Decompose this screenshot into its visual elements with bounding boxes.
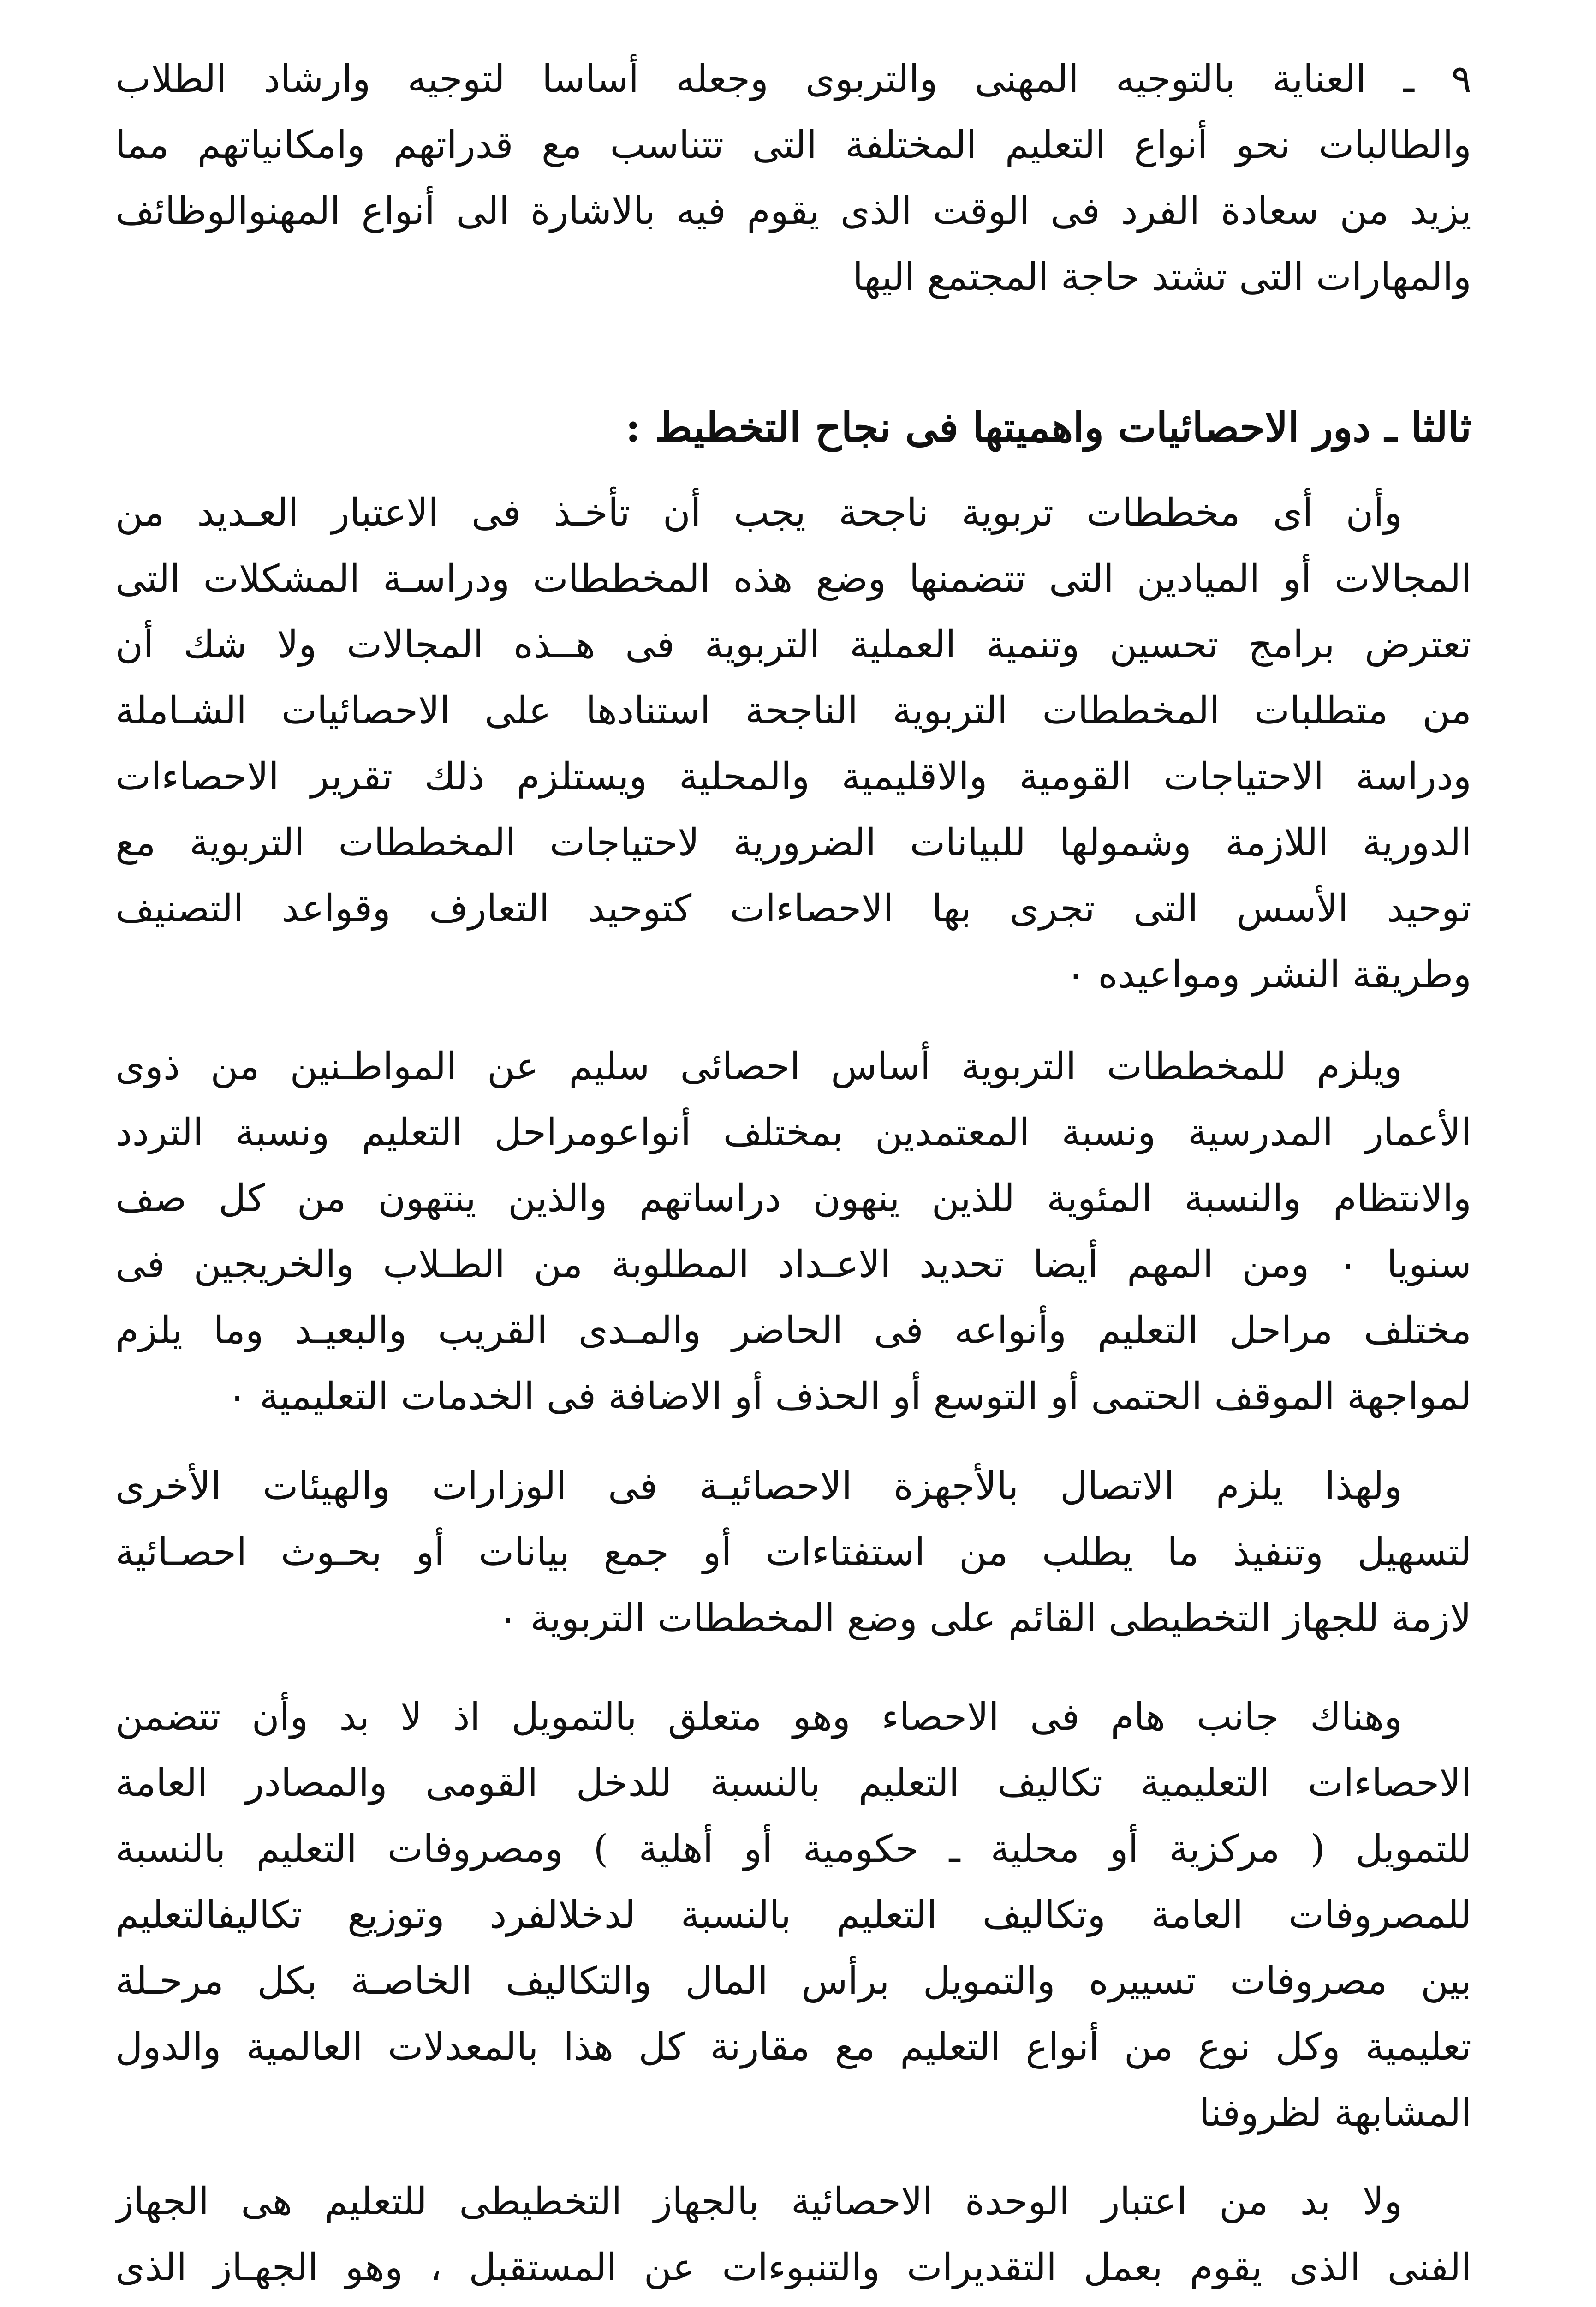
- text-line: الأعمار المدرسية ونسبة المعتمدين بمختلف أنواعومراحل التعليم ونسبة التردد: [115, 1111, 1471, 1154]
- text-line: تعليمية وكل نوع من أنواع التعليم مع مقارنة كل هذا بالمعدلات العالمية والدول: [115, 2025, 1471, 2069]
- text-line: ولهذا يلزم الاتصال بالأجهزة الاحصائيـة فى الوزارات والهيئات الأخرى: [115, 1464, 1402, 1508]
- text-line: المجالات أو الميادين التى تتضمنها وضع هذه المخططات ودراسـة المشكلات التى: [115, 557, 1471, 601]
- text-line: ويلزم للمخططات التربوية أساس احصائى سليم عن المواطـنين من ذوى: [115, 1045, 1402, 1088]
- paragraph-financing: [115, 1684, 1471, 2146]
- text-line: الاحصاءات التعليمية تكاليف التعليم بالنسبة للدخل القومى والمصادر العامة: [115, 1761, 1471, 1805]
- text-line: والانتظام والنسبة المئوية للذين ينهون دراساتهم والذين ينتهون من كل صف: [115, 1177, 1471, 1220]
- text-line: الدورية اللازمة وشمولها للبيانات الضرورية لاحتياجات المخططات التربوية مع: [115, 821, 1471, 865]
- text-line: وأن أى مخططات تربوية ناجحة يجب أن تأخـذ فى الاعتبار العـديد من: [115, 491, 1402, 535]
- paragraph-statistical-basis: [115, 1034, 1471, 1429]
- text-line: للتمويل ( مركزية أو محلية ـ حكومية أو أهلية ) ومصروفات التعليم بالنسبة: [115, 1827, 1471, 1871]
- paragraph-statistics-role: [115, 480, 1471, 1008]
- text-line: لمواجهة الموقف الحتمى أو التوسع أو الحذف أو الاضافة فى الخدمات التعليمية ٠: [227, 1375, 1471, 1418]
- text-line: ولا بد من اعتبار الوحدة الاحصائية بالجهاز التخطيطى للتعليم هى الجهاز: [115, 2180, 1402, 2223]
- text-line: ٩ ـ العناية بالتوجيه المهنى والتربوى وجعله أساسا لتوجيه وارشاد الطلاب: [115, 57, 1471, 101]
- paragraph-statistical-unit: [115, 2169, 1471, 2307]
- text-line: بين مصروفات تسييره والتمويل برأس المال والتكاليف الخاصـة بكل مرحـلة: [115, 1959, 1471, 2003]
- text-line: يزيد من سعادة الفرد فى الوقت الذى يقوم فيه بالاشارة الى أنواع المهنوالوظائف: [115, 189, 1471, 233]
- text-line: لازمة للجهاز التخطيطى القائم على وضع المخططات التربوية ٠: [498, 1596, 1471, 1640]
- text-line: والطالبات نحو أنواع التعليم المختلفة التى تتناسب مع قدراتهم وامكانياتهم مما: [115, 123, 1471, 167]
- paragraph-guidance-item: [115, 46, 1471, 310]
- text-line: مختلف مراحل التعليم وأنواعه فى الحاضر والمـدى القريب والبعيـد وما يلزم: [115, 1309, 1471, 1352]
- paragraph-agency-contact: [115, 1453, 1471, 1651]
- text-line: للمصروفات العامة وتكاليف التعليم بالنسبة لدخلالفرد وتوزيع تكاليفالتعليم: [115, 1893, 1471, 1937]
- text-line: المشابهة لظروفنا: [1199, 2091, 1471, 2135]
- text-line: لتسهيل وتنفيذ ما يطلب من استفتاءات أو جمع بيانات أو بحـوث احصـائية: [115, 1530, 1471, 1574]
- text-line: والمهارات التى تشتد حاجة المجتمع اليها: [852, 255, 1471, 299]
- text-line: الفنى الذى يقوم بعمل التقديرات والتنبوءات عن المستقبل ، وهو الجهـاز الذى: [115, 2246, 1471, 2289]
- text-line: ودراسة الاحتياجات القومية والاقليمية والمحلية ويستلزم ذلك تقرير الاحصاءات: [115, 755, 1471, 799]
- section-heading-text: ثالثا ـ دور الاحصائيات واهميتها فى نجاح التخطيط :: [625, 403, 1471, 451]
- section-heading: [115, 394, 1471, 460]
- text-line: وطريقة النشر ومواعيده ٠: [1066, 953, 1471, 997]
- text-line: تعترض برامج تحسين وتنمية العملية التربوية فى هــذه المجالات ولا شك أن: [115, 623, 1471, 667]
- text-line: سنويا ٠ ومن المهم أيضا تحديد الاعـداد المطلوبة من الطـلاب والخريجين فى: [115, 1243, 1471, 1286]
- text-line: من متطلبات المخططات التربوية الناجحة استنادها على الاحصائيات الشـاملة: [115, 689, 1471, 733]
- text-line: وهناك جانب هام فى الاحصاء وهو متعلق بالتمويل اذ لا بد وأن تتضمن: [115, 1695, 1402, 1739]
- text-line: توحيد الأسس التى تجرى بها الاحصاءات كتوحيد التعارف وقواعد التصنيف: [115, 887, 1471, 931]
- text-line: [115, 2301, 1471, 2307]
